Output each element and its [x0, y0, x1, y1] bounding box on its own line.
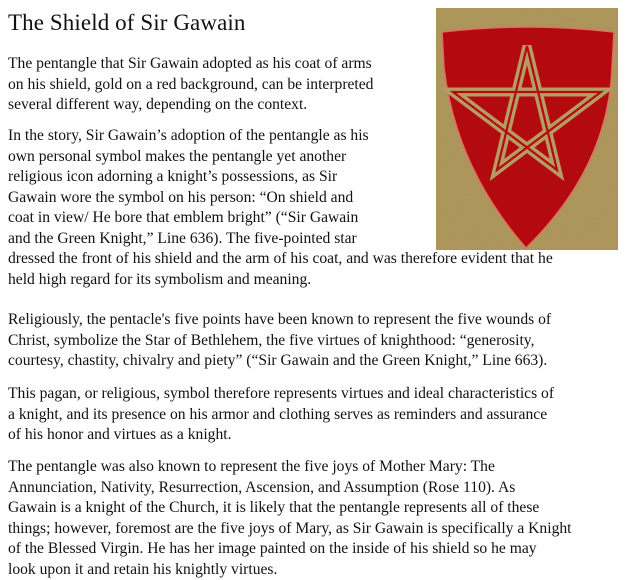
pentangle-shield-icon	[436, 8, 618, 250]
text-line: Christ, symbolize the Star of Bethlehem, the five virtues of knighthood: “generosity,	[8, 331, 636, 352]
text-line: a knight, and its presence on his armor and clothing serves as reminders and assurance	[8, 405, 636, 426]
shield-pentangle-image	[436, 8, 618, 250]
page-title: The Shield of Sir Gawain	[8, 10, 245, 36]
text-line: This pagan, or religious, symbol therefore represents virtues and ideal characteristics of	[8, 384, 636, 405]
text-line: Gawain wore the symbol on his person: “On shield and	[8, 188, 636, 209]
paragraph-religious	[8, 310, 636, 372]
text-line: In the story, Sir Gawain’s adoption of the pentangle as his	[8, 126, 636, 147]
text-line: religious icon adorning a knight’s possessions, as Sir	[8, 167, 636, 188]
text-line: The pentangle was also known to represent the five joys of Mother Mary: The	[8, 457, 636, 478]
text-line: own personal symbol makes the pentangle yet another	[8, 147, 636, 168]
text-line: of his honor and virtues as a knight.	[8, 425, 636, 446]
text-line: and the Green Knight,” Line 636). The five-pointed star	[8, 229, 636, 250]
text-line: of the Blessed Virgin. He has her image painted on the inside of his shield so he may	[8, 539, 636, 560]
text-line: look upon it and retain his knightly virtues.	[8, 560, 636, 580]
text-line: several different way, depending on the context.	[8, 95, 426, 116]
text-line: dressed the front of his shield and the arm of his coat, and was therefore evident that he	[8, 249, 636, 270]
text-line: held high regard for its symbolism and meaning.	[8, 270, 636, 291]
text-line: Religiously, the pentacle's five points have been known to represent the five wounds of	[8, 310, 636, 331]
text-line: things; however, foremost are the five joys of Mary, as Sir Gawain is specifically a Knight	[8, 519, 636, 540]
text-line: coat in view/ He bore that emblem bright” (“Sir Gawain	[8, 208, 636, 229]
text-line: Gawain is a knight of the Church, it is likely that the pentangle represents all of these	[8, 498, 636, 519]
paragraph-five-joys	[8, 457, 636, 580]
paragraph-pagan	[8, 384, 636, 446]
text-line: on his shield, gold on a red background, can be interpreted	[8, 75, 426, 96]
text-line: courtesy, chastity, chivalry and piety” (“Sir Gawain and the Green Knight,” Line 663).	[8, 351, 636, 372]
text-line: The pentangle that Sir Gawain adopted as his coat of arms	[8, 54, 426, 75]
text-line: Annunciation, Nativity, Resurrection, Ascension, and Assumption (Rose 110). As	[8, 478, 636, 499]
paragraph-intro	[8, 54, 426, 116]
